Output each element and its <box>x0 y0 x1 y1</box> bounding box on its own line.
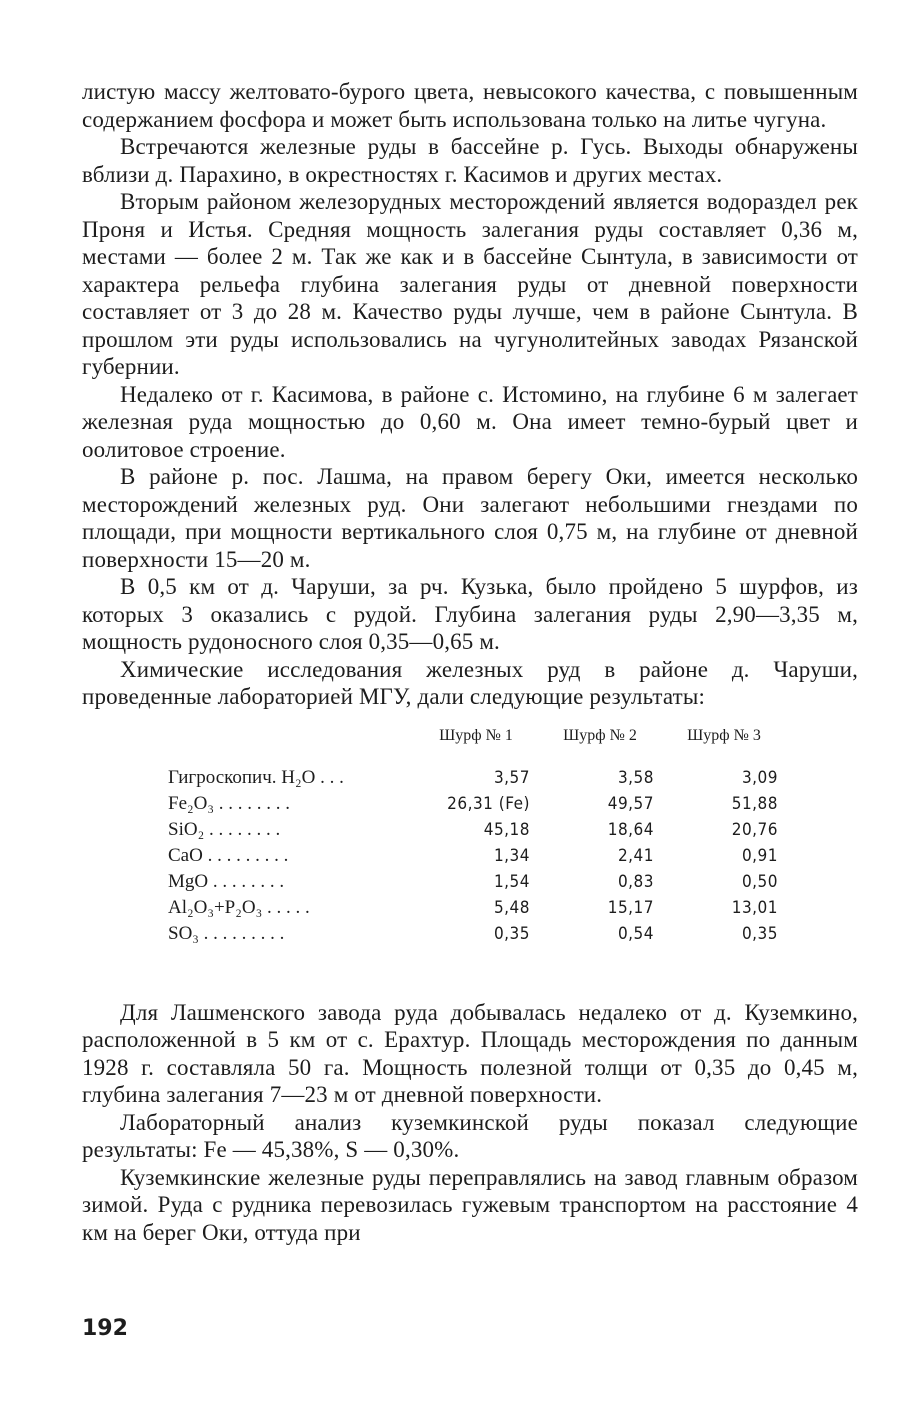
cell-pit-1: 5,48 <box>493 897 530 918</box>
analysis-table-wrap <box>168 727 858 947</box>
paragraph-9: Лабораторный анализ куземкинской руды показал следующие результаты: Fe — 45,38%, S — 0,30%. <box>82 1109 858 1162</box>
cell-pit-3: 0,91 <box>741 845 778 866</box>
row-label: Fe₂O₃ . . . . . . . . <box>168 792 290 814</box>
cell-pit-1: 1,54 <box>493 871 530 892</box>
row-label: CaO . . . . . . . . . <box>168 844 289 866</box>
table-row <box>168 817 786 843</box>
row-label: SO₃ . . . . . . . . . <box>168 922 285 944</box>
cell-pit-2: 49,57 <box>607 793 654 814</box>
page-content <box>82 78 858 1246</box>
table-row <box>168 921 786 947</box>
page-number: 192 <box>82 1316 128 1341</box>
paragraph-3: Вторым районом железорудных месторождений является водораздел рек Проня и Истья. Средняя мощность залегания руды составляет 0,36 м, местами — более 2 м. Так же как и в бассейне Сынтула, в зависимости от характера рельефа глубина залегания руды от дневной поверхности составляет от 3 до 28 м. Качество руды лучше, чем в районе Сынтула. В прошлом эти руды использовались на чугунолитейных заводах Рязанской губернии. <box>82 189 858 379</box>
table-row <box>168 895 786 921</box>
cell-pit-2: 2,41 <box>617 845 654 866</box>
row-label: Гигроскопич. H₂O . . . <box>168 766 344 788</box>
after-table-section <box>82 999 858 1247</box>
row-label: SiO₂ . . . . . . . . <box>168 818 281 840</box>
table-row <box>168 765 786 791</box>
cell-pit-3: 0,50 <box>741 871 778 892</box>
cell-pit-2: 0,54 <box>617 923 654 944</box>
table-header-blank <box>168 727 414 765</box>
paragraph-2: Встречаются железные руды в бассейне р. Гусь. Выходы обнаружены вблизи д. Парахино, в окрестностях г. Касимов и других местах. <box>82 134 858 187</box>
paragraph-1: листую массу желтовато-бурого цвета, невысокого качества, с повышенным содержанием фосфора и может быть использована только на литье чугуна. <box>82 79 858 132</box>
cell-pit-3: 51,88 <box>731 793 778 814</box>
cell-pit-1: 26,31 (Fe) <box>447 793 530 814</box>
paragraph-4: Недалеко от г. Касимова, в районе с. Истомино, на глубине 6 м залегает железная руда мощностью до 0,60 м. Она имеет темно-бурый цвет и оолитовое строение. <box>82 381 858 462</box>
cell-pit-1: 3,57 <box>493 767 530 788</box>
table-header-pit-3: Шурф № 3 <box>687 726 761 744</box>
cell-pit-3: 13,01 <box>731 897 778 918</box>
table-header-row <box>168 727 786 765</box>
paragraph-5: В районе р. пос. Лашма, на правом берегу Оки, имеется несколько месторождений железных руд. Они залегают небольшими гнездами по площади, при мощности вертикального слоя 0,75 м, на глубине от дневной поверхности 15—20 м. <box>82 464 858 572</box>
cell-pit-2: 18,64 <box>607 819 654 840</box>
paragraph-7: Химические исследования железных руд в районе д. Чаруши, проведенные лабораторией МГУ, дали следующие результаты: <box>82 656 858 709</box>
paragraph-6: В 0,5 км от д. Чаруши, за рч. Кузька, было пройдено 5 шурфов, из которых 3 оказались с рудой. Глубина залегания руды 2,90—3,35 м, мощность рудоносного слоя 0,35—0,65 м. <box>82 574 858 654</box>
paragraph-8: Для Лашменского завода руда добывалась недалеко от д. Куземкино, расположенной в 5 км от с. Ерахтур. Площадь месторождения по данным 1928 г. составляла 50 га. Мощность полезной толщи от 0,35 до 0,45 м, глубина залегания 7—23 м от дневной поверхности. <box>82 999 858 1107</box>
row-label: Al₂O₃+P₂O₃ . . . . . <box>168 896 310 918</box>
table-row <box>168 843 786 869</box>
paragraph-10: Куземкинские железные руды переправлялись на завод главным образом зимой. Руда с рудника перевозилась гужевым транспортом на расстояние 4 км на берег Оки, оттуда при <box>82 1164 858 1245</box>
analysis-table <box>168 727 786 947</box>
cell-pit-1: 1,34 <box>493 845 530 866</box>
row-label: MgO . . . . . . . . <box>168 870 285 892</box>
cell-pit-3: 20,76 <box>731 819 778 840</box>
cell-pit-1: 0,35 <box>493 923 530 944</box>
cell-pit-3: 3,09 <box>741 767 778 788</box>
cell-pit-1: 45,18 <box>483 819 530 840</box>
table-row <box>168 791 786 817</box>
cell-pit-2: 15,17 <box>607 897 654 918</box>
table-header-pit-1: Шурф № 1 <box>439 726 513 744</box>
cell-pit-2: 0,83 <box>617 871 654 892</box>
cell-pit-3: 0,35 <box>741 923 778 944</box>
table-header-pit-2: Шурф № 2 <box>563 726 637 744</box>
table-row <box>168 869 786 895</box>
cell-pit-2: 3,58 <box>617 767 654 788</box>
